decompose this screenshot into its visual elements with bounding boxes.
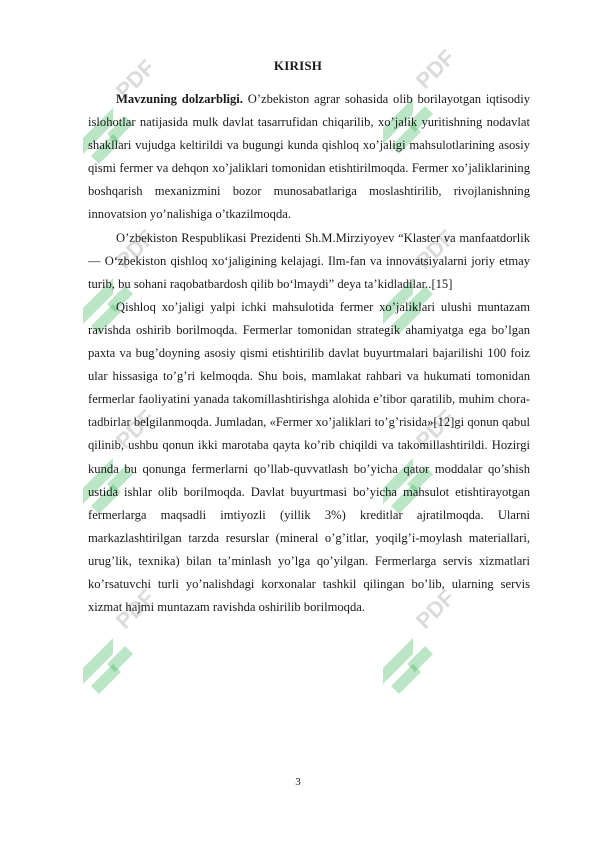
svg-text:PDF: PDF [110, 224, 160, 274]
paragraph-text: O’zbekiston agrar sohasida olib borilayotgan iqtisodiy islohotlar natijasida mulk davlat tasarrufidan chiqarilib, xo’jalik yuritishning nodavlat shakllari vujudga keltirildi va bugungi kunda qishloq xo’jaligi mahsulotlarining asosiy qismi fermer va dehqon xo’jaliklari tomonidan etishtirilmoqda. Fermer xo’jaliklarining boshqarish mexanizmini bozor munosabatlariga moslashtirilib, rivojlanishning innovatsion yo’nalishiga o’tkazilmoqda. [88, 92, 531, 222]
svg-text:PDF: PDF [110, 584, 160, 634]
paragraph-text: Qishloq xo’jaligi yalpi ichki mahsulotida fermer xo’jaliklari ulushi muntazam ravishda oshirib borilmoqda. Fermerlar tomonidan strategik ahamiyatga ega bo’lgan paxta va bug’doyning asosiy qismi etishtirilib davlat buyurtmalari bajarilishi 100 foiz ular hissasiga to’g’ri kelmoqda. Shu bois, mamlakat rahbari va hukumati tomonidan fermerlar faoliyatini yanada takomillashtirishga alohida e’tibor qaratilib, muhim chora-tadbirlar belgilanmoqda. Jumladan, «Fermer xo’jaliklari to’g’risida»[12]gi qonun qabul qilinib, ushbu qonun ikki marotaba qayta ko’rib chiqildi va takomillashtirildi. Hozirgi kunda bu qonunga fermerlarni qo’llab-quvvatlash bo’yicha qator moddalar qo’shish ustida ishlar olib borilmoqda. Davlat buyurtmasi bo’yicha mahsulot etishtirayotgan fermerlarga maqsadli imtiyozli (yillik 3%) kreditlar ajratilmoqda. Ularni markazlashtirilgan tarzda resurslar (mineral o’g’itlar, yoqilg’i-moylash materiallari, urug’lik, texnika) bilan ta’minlash yo’lga qo’yilgan. Fermerlarga servis xizmatlari ko’rsatuvchi turli yo’nalishdagi korxonalar tashkil qilingan bo’lib, ularning servis xizmat hajmi muntazam ravishda oshirilib borilmoqda. [88, 299, 530, 615]
paragraph [88, 224, 530, 296]
paragraph [88, 88, 530, 227]
page-number: 3 [295, 776, 301, 788]
svg-text:PDF: PDF [410, 224, 460, 274]
svg-text:PDF: PDF [410, 584, 460, 634]
svg-text:PDF: PDF [410, 404, 460, 454]
paragraph-text: O’zbekiston Respublikasi Prezidenti Sh.M.Mirziyoyev “Klaster va manfaatdorlik — O‘zbekiston qishloq xo‘jaligining kelajagi. Ilm-fan va innovatsiyalarni joriy etmay turib, bu sohani raqobatbardosh qilib bo‘lmaydi” deya ta’kidladilar..[15] [88, 230, 530, 291]
paragraph-lead: Mavzuning dolzarbligi. [116, 92, 243, 106]
paragraph [88, 296, 530, 619]
svg-text:PDF: PDF [110, 404, 160, 454]
svg-text:PDF: PDF [110, 54, 160, 104]
body-text [88, 88, 530, 619]
section-title: KIRISH [273, 58, 323, 73]
svg-text:PDF: PDF [410, 44, 460, 94]
